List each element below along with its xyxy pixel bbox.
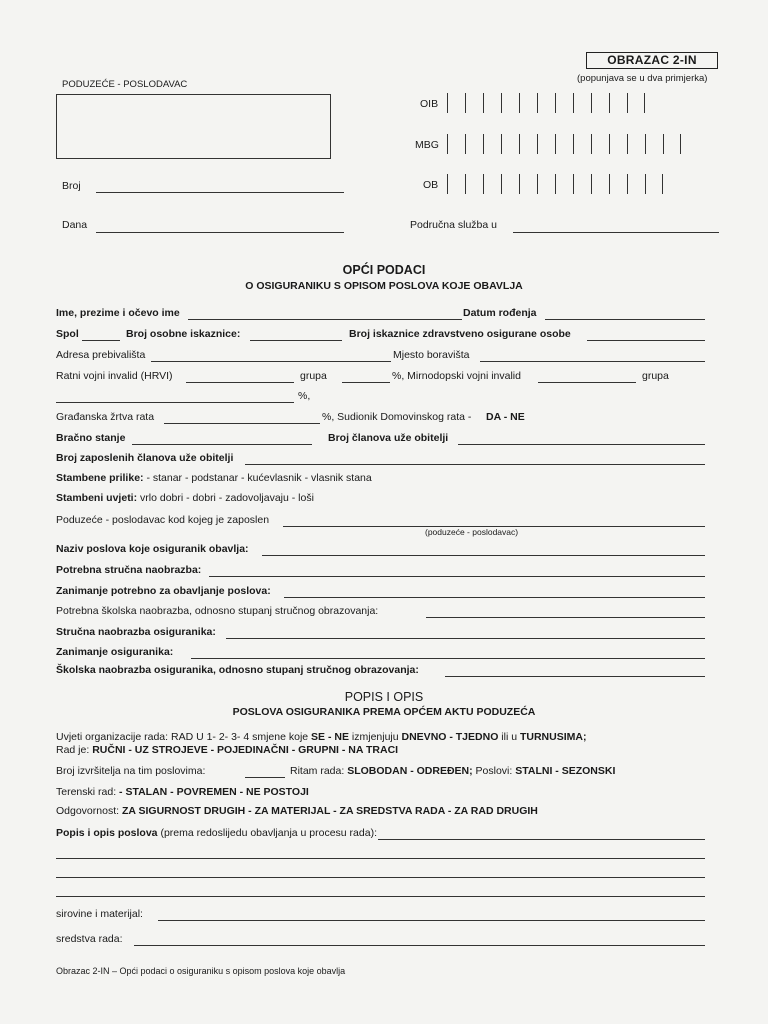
materials-field[interactable] [158,920,705,921]
rhythm-options[interactable]: SLOBODAN - ODREĐEN; [347,765,473,777]
resp-options[interactable]: ZA SIGURNOST DRUGIH - ZA MATERIJAL - ZA SREDSTVA RADA - ZA RAD DRUGIH [121,805,538,817]
oib-cells[interactable] [447,93,645,113]
tools-field[interactable] [134,945,705,946]
org-row [56,731,586,743]
org-label: Uvjeti organizacije rada: [56,731,169,743]
id-label: Broj osobne iskaznice: [126,328,241,340]
work-options[interactable]: RUČNI - UZ STROJEVE - POJEDINAČNI - GRUPNI - NA TRACI [92,744,399,756]
grupa-field-2[interactable] [56,402,294,403]
office-label: Područna služba u [410,219,497,231]
materials-label: sirovine i materijal: [56,908,143,920]
dana-label: Dana [62,219,88,231]
employer-caption: (poduzeće - poslodavac) [425,527,519,537]
jobs-type-label: Poslovi: [475,765,513,777]
org-izmjenjuju: izmjenjuju [351,731,399,743]
desc-line-2[interactable] [56,877,705,878]
employer-line-label: Poduzeće - poslodavac kod kojeg je zaposlen [56,514,270,526]
peace-invalid-field[interactable] [538,382,636,383]
school-field[interactable] [445,676,705,677]
jobs-title: POPIS I OPIS [344,690,424,704]
ob-cells[interactable] [447,174,663,194]
mbg-label: MBG [415,139,439,151]
req-training-label: Potrebna stručna naobrazba: [56,564,202,576]
id-field[interactable] [250,340,342,341]
field-label: Terenski rad: [56,786,117,798]
desc-line-0[interactable] [378,839,705,840]
form-code: OBRAZAC 2-IN [586,52,718,69]
employed-family-label: Broj zaposlenih članova uže obitelji [56,452,234,464]
req-school-field[interactable] [426,617,705,618]
family-field[interactable] [458,444,705,445]
general-title: OPĆI PODACI [342,263,426,277]
job-name-field[interactable] [262,555,705,556]
invalid-label: Ratni vojni invalid (HRVI) [56,370,173,382]
address-label: Adresa prebivališta [56,349,146,361]
dob-label: Datum rođenja [463,307,537,319]
marital-label: Bračno stanje [56,432,126,444]
mbg-cells[interactable] [447,134,681,154]
form-note: (popunjava se u dva primjerka) [577,73,708,84]
broj-label: Broj [62,180,81,192]
org-shifts[interactable]: RAD U 1- 2- 3- 4 smjene koje [170,731,309,743]
resp-row [56,805,538,817]
employed-family-field[interactable] [245,464,705,465]
job-name-label: Naziv poslova koje osiguranik obavlja: [56,543,249,555]
employer-label: PODUZEĆE - POSLODAVAC [62,79,188,90]
conditions-options[interactable]: vrlo dobri - dobri - zadovoljavaju - loši [140,492,314,504]
residence-field[interactable] [480,361,705,362]
training-label: Stručna naobrazba osiguranika: [56,626,216,638]
training-field[interactable] [226,638,705,639]
workers-label: Broj izvršitelja na tim poslovima: [56,765,206,777]
health-label: Broj iskaznice zdravstveno osigurane osobe [349,328,571,340]
sex-field[interactable] [82,340,120,341]
oib-label: OIB [420,98,439,110]
req-occupation-label: Zanimanje potrebno za obavljanje poslova: [56,585,271,597]
housing-label: Stambene prilike: [56,472,144,484]
jobs-subtitle: POSLOVA OSIGURANIKA PREMA OPĆEM AKTU PODUZEĆA [232,706,536,718]
desc-note: (prema redoslijedu obavljanja u procesu rada): [160,827,377,839]
employer-box[interactable] [56,94,331,159]
work-label: Rad je: [56,744,90,756]
family-label: Broj članova uže obitelji [328,432,449,444]
broj-field[interactable] [96,192,344,193]
desc-label: Popis i opis poslova [56,827,158,839]
ob-label: OB [423,179,439,191]
dob-field[interactable] [545,319,705,320]
invalid-field[interactable] [186,382,294,383]
field-options[interactable]: - STALAN - POVREMEN - NE POSTOJI [119,786,309,798]
req-school-label: Potrebna školska naobrazba, odnosno stupanj stručnog obrazovanja: [56,605,379,617]
conditions-row [56,492,314,504]
grupa-field-1[interactable] [342,382,390,383]
housing-row [56,472,372,484]
office-field[interactable] [513,232,719,233]
housing-options[interactable]: - stanar - podstanar - kućevlasnik - vlasnik stana [146,472,372,484]
desc-line-3[interactable] [56,896,705,897]
org-ili-u: ili u [501,731,518,743]
veteran-options[interactable]: DA - NE [486,411,525,423]
pct-label-2: %, [298,390,311,402]
org-dnevno-tjedno[interactable]: DNEVNO - TJEDNO [401,731,499,743]
general-subtitle: O OSIGURANIKU S OPISOM POSLOVA KOJE OBAVLJA [245,280,523,292]
occupation-label: Zanimanje osiguranika: [56,646,174,658]
rhythm-label: Ritam rada: [290,765,345,777]
victim-field[interactable] [164,423,320,424]
org-turnusima[interactable]: TURNUSIMA; [519,731,587,743]
rhythm-row [290,765,615,777]
residence-label: Mjesto boravišta [393,349,470,361]
desc-line-1[interactable] [56,858,705,859]
address-field[interactable] [151,361,391,362]
workers-field[interactable] [245,777,285,778]
req-training-field[interactable] [209,576,705,577]
peace-invalid-label: %, Mirnodopski vojni invalid [392,370,521,382]
school-label: Školska naobrazba osiguranika, odnosno stupanj stručnog obrazovanja: [56,664,419,676]
sex-label: Spol [56,328,79,340]
marital-field[interactable] [132,444,312,445]
name-field[interactable] [188,319,462,320]
dana-field[interactable] [96,232,344,233]
occupation-field[interactable] [191,658,705,659]
req-occupation-field[interactable] [284,597,705,598]
field-row [56,786,309,798]
footer-text: Obrazac 2-IN – Opći podaci o osiguraniku s opisom poslova koje obavlja [56,966,346,976]
work-row [56,744,398,756]
resp-label: Odgovornost: [56,805,120,817]
health-field[interactable] [587,340,705,341]
name-label: Ime, prezime i očevo ime [56,307,180,319]
victim-label: Građanska žrtva rata [56,411,155,423]
desc-row [56,827,377,839]
org-se-ne[interactable]: SE - NE [311,731,349,743]
grupa-label-2: grupa [642,370,669,382]
jobs-type-options[interactable]: STALNI - SEZONSKI [515,765,616,777]
grupa-label-1: grupa [300,370,327,382]
conditions-label: Stambeni uvjeti: [56,492,138,504]
veteran-label: %, Sudionik Domovinskog rata - [322,411,472,423]
tools-label: sredstva rada: [56,933,123,945]
